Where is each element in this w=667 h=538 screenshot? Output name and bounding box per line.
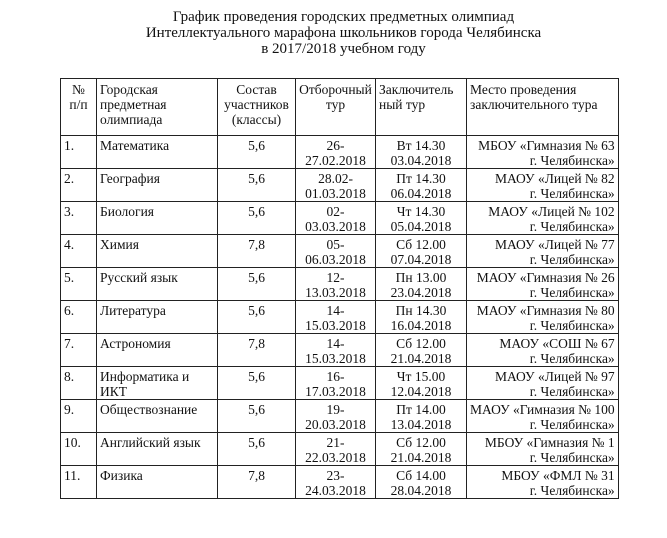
title-line-1: График проведения городских предметных олимпиад [172,9,515,25]
header-selection-round: Отборочный тур [296,79,376,136]
table-row [61,202,619,235]
row-final-date: Чт 15.00 12.04.2018 [376,367,467,400]
row-final-date: Пн 14.30 16.04.2018 [376,301,467,334]
row-final-date: Пт 14.00 13.04.2018 [376,400,467,433]
row-subject: Литература [97,301,218,334]
row-selection-dates: 05- 06.03.2018 [296,235,376,268]
table-row [61,235,619,268]
row-selection-dates: 02- 03.03.2018 [296,202,376,235]
row-venue: МАОУ «Лицей № 77 г. Челябинска» [467,235,619,268]
row-classes: 5,6 [218,136,296,169]
row-venue: МАОУ «Гимназия № 80 г. Челябинска» [467,301,619,334]
row-subject: Химия [97,235,218,268]
title-line-3: в 2017/2018 учебном году [261,41,426,57]
row-selection-dates: 21- 22.03.2018 [296,433,376,466]
table-row [61,169,619,202]
row-subject: География [97,169,218,202]
row-final-date: Пн 13.00 23.04.2018 [376,268,467,301]
row-subject: Математика [97,136,218,169]
header-subject: Городская предметная олимпиада [97,79,218,136]
row-number: 10. [61,433,97,466]
row-selection-dates: 14- 15.03.2018 [296,334,376,367]
row-venue: МБОУ «Гимназия № 1 г. Челябинска» [467,433,619,466]
row-number: 11. [61,466,97,499]
row-final-date: Чт 14.30 05.04.2018 [376,202,467,235]
row-number: 6. [61,301,97,334]
table-row [61,433,619,466]
row-number: 7. [61,334,97,367]
table-row [61,400,619,433]
row-venue: МАОУ «Лицей № 82 г. Челябинска» [467,169,619,202]
row-number: 3. [61,202,97,235]
row-final-date: Сб 14.00 28.04.2018 [376,466,467,499]
row-subject: Астрономия [97,334,218,367]
row-selection-dates: 23- 24.03.2018 [296,466,376,499]
row-selection-dates: 16- 17.03.2018 [296,367,376,400]
table-row [61,466,619,499]
row-final-date: Пт 14.30 06.04.2018 [376,169,467,202]
row-number: 4. [61,235,97,268]
row-classes: 5,6 [218,433,296,466]
row-number: 2. [61,169,97,202]
row-subject: Информатика и ИКТ [97,367,218,400]
row-subject: Физика [97,466,218,499]
row-selection-dates: 19- 20.03.2018 [296,400,376,433]
row-final-date: Сб 12.00 21.04.2018 [376,334,467,367]
header-venue: Место проведения заключительного тура [467,79,619,136]
row-classes: 5,6 [218,169,296,202]
row-classes: 7,8 [218,466,296,499]
row-final-date: Сб 12.00 07.04.2018 [376,235,467,268]
row-subject: Английский язык [97,433,218,466]
row-classes: 5,6 [218,202,296,235]
document-title [10,9,667,57]
row-venue: МАОУ «Лицей № 102 г. Челябинска» [467,202,619,235]
row-final-date: Сб 12.00 21.04.2018 [376,433,467,466]
row-number: 9. [61,400,97,433]
header-number: № п/п [61,79,97,136]
row-subject: Русский язык [97,268,218,301]
row-selection-dates: 12- 13.03.2018 [296,268,376,301]
row-venue: МАОУ «Лицей № 97 г. Челябинска» [467,367,619,400]
row-selection-dates: 26- 27.02.2018 [296,136,376,169]
row-number: 8. [61,367,97,400]
row-venue: МАОУ «Гимназия № 26 г. Челябинска» [467,268,619,301]
row-number: 1. [61,136,97,169]
row-selection-dates: 28.02- 01.03.2018 [296,169,376,202]
table-row [61,334,619,367]
olympiad-schedule-table [60,78,619,499]
table-row [61,268,619,301]
table-row [61,136,619,169]
table-body [61,136,619,499]
row-venue: МБОУ «Гимназия № 63 г. Челябинска» [467,136,619,169]
row-classes: 5,6 [218,268,296,301]
table-row [61,367,619,400]
row-number: 5. [61,268,97,301]
row-selection-dates: 14- 15.03.2018 [296,301,376,334]
header-classes: Состав участников (классы) [218,79,296,136]
row-classes: 5,6 [218,301,296,334]
row-classes: 5,6 [218,400,296,433]
row-classes: 5,6 [218,367,296,400]
row-subject: Биология [97,202,218,235]
row-venue: МБОУ «ФМЛ № 31 г. Челябинска» [467,466,619,499]
row-venue: МАОУ «Гимназия № 100 г. Челябинска» [467,400,619,433]
row-classes: 7,8 [218,334,296,367]
header-final-round: Заключитель ный тур [376,79,467,136]
row-subject: Обществознание [97,400,218,433]
row-classes: 7,8 [218,235,296,268]
row-final-date: Вт 14.30 03.04.2018 [376,136,467,169]
row-venue: МАОУ «СОШ № 67 г. Челябинска» [467,334,619,367]
table-header-row [61,79,619,136]
title-line-2: Интеллектуального марафона школьников города Челябинска [145,25,542,41]
table-row [61,301,619,334]
